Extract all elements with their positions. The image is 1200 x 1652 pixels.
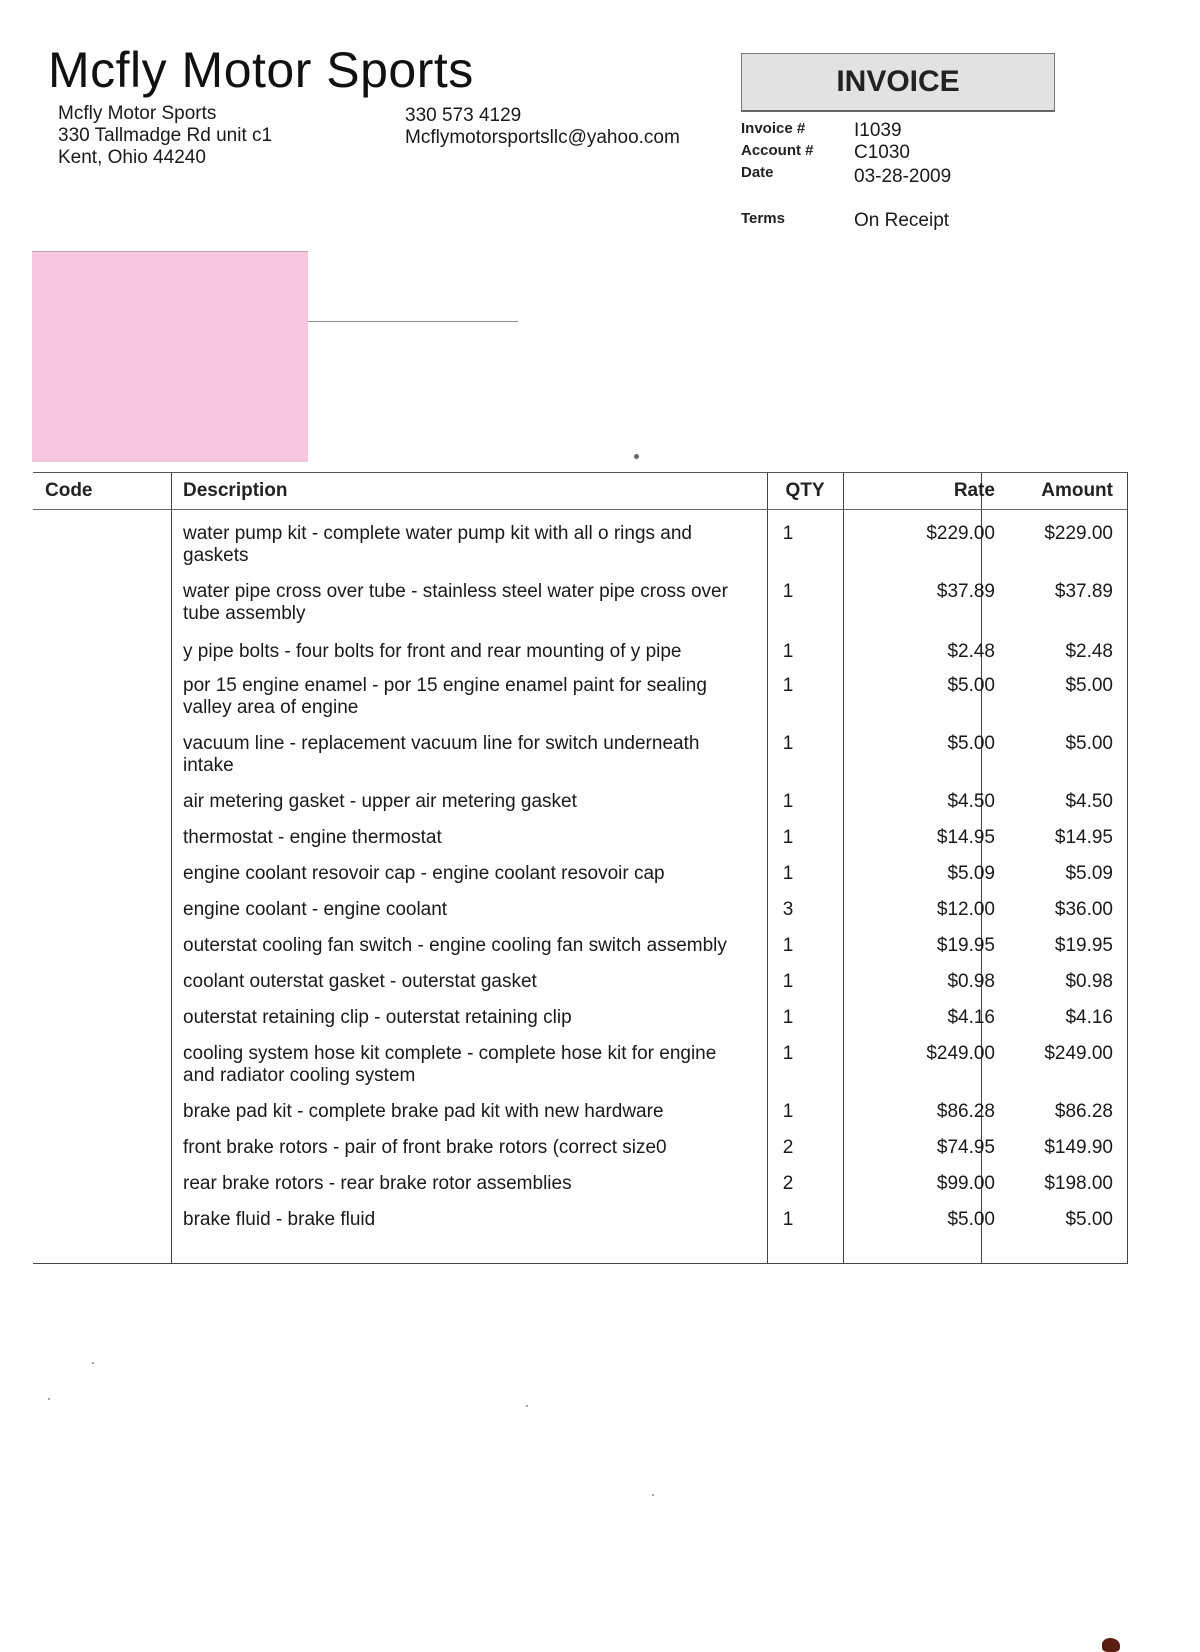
line-item-rate: $249.00 bbox=[926, 1043, 995, 1064]
line-item-rate: $0.98 bbox=[947, 971, 995, 992]
date-label: Date bbox=[741, 164, 774, 181]
company-email: Mcflymotorsportsllc@yahoo.com bbox=[405, 127, 680, 148]
terms-value: On Receipt bbox=[854, 210, 950, 231]
header-divider bbox=[33, 509, 1127, 510]
line-item-rate: $86.28 bbox=[936, 1101, 995, 1122]
line-item-rate: $14.95 bbox=[936, 827, 995, 848]
address-line: 330 Tallmadge Rd unit c1 bbox=[58, 125, 273, 146]
line-item-description: brake fluid - brake fluid bbox=[183, 1209, 376, 1230]
line-item-qty: 1 bbox=[782, 791, 794, 812]
line-item-rate: $37.89 bbox=[936, 581, 995, 602]
line-item-qty: 1 bbox=[782, 1007, 794, 1028]
col-header-code: Code bbox=[45, 480, 93, 501]
company-contact bbox=[405, 105, 680, 149]
line-item-amount: $198.00 bbox=[1044, 1173, 1113, 1194]
col-header-description: Description bbox=[183, 480, 288, 501]
line-item-description: front brake rotors - pair of front brake rotors (correct size0 bbox=[183, 1137, 667, 1158]
line-items-table bbox=[33, 472, 1128, 1264]
col-header-qty: QTY bbox=[785, 480, 825, 501]
line-item-amount: $5.00 bbox=[1065, 1209, 1113, 1230]
line-item-qty: 2 bbox=[782, 1137, 794, 1158]
line-item-amount: $19.95 bbox=[1054, 935, 1113, 956]
date-value: 03-28-2009 bbox=[854, 166, 952, 187]
line-item-description: por 15 engine enamel - por 15 engine enamel paint for sealing valley area of engine bbox=[183, 675, 707, 718]
line-item-rate: $5.09 bbox=[947, 863, 995, 884]
line-item-description: brake pad kit - complete brake pad kit with new hardware bbox=[183, 1101, 664, 1122]
line-item-description: water pipe cross over tube - stainless steel water pipe cross over tube assembly bbox=[183, 581, 728, 624]
line-item-rate: $5.00 bbox=[947, 1209, 995, 1230]
line-item-amount: $0.98 bbox=[1065, 971, 1113, 992]
line-item-amount: $4.50 bbox=[1065, 791, 1113, 812]
line-item-rate: $5.00 bbox=[947, 675, 995, 696]
line-item-amount: $249.00 bbox=[1044, 1043, 1113, 1064]
account-number-label: Account # bbox=[741, 142, 814, 159]
line-item-rate: $99.00 bbox=[936, 1173, 995, 1194]
line-item-amount: $2.48 bbox=[1065, 641, 1113, 662]
line-item-amount: $5.00 bbox=[1065, 733, 1113, 754]
scan-stain bbox=[1102, 1638, 1120, 1652]
line-item-qty: 1 bbox=[782, 523, 794, 544]
line-item-description: engine coolant resovoir cap - engine coolant resovoir cap bbox=[183, 863, 665, 884]
account-number-value: C1030 bbox=[854, 142, 910, 163]
line-item-rate: $4.16 bbox=[947, 1007, 995, 1028]
column-divider bbox=[843, 473, 844, 1263]
line-item-rate: $4.50 bbox=[947, 791, 995, 812]
line-item-amount: $36.00 bbox=[1054, 899, 1113, 920]
line-item-rate: $19.95 bbox=[936, 935, 995, 956]
scan-speck bbox=[634, 454, 639, 459]
line-item-qty: 3 bbox=[782, 899, 794, 920]
terms-label: Terms bbox=[741, 210, 785, 227]
line-item-qty: 2 bbox=[782, 1173, 794, 1194]
line-item-rate: $229.00 bbox=[926, 523, 995, 544]
line-item-qty: 1 bbox=[782, 641, 794, 662]
line-item-qty: 1 bbox=[782, 863, 794, 884]
line-item-rate: $5.00 bbox=[947, 733, 995, 754]
invoice-number-value: I1039 bbox=[854, 120, 902, 141]
line-item-amount: $4.16 bbox=[1065, 1007, 1113, 1028]
company-phone: 330 573 4129 bbox=[405, 105, 522, 126]
invoice-title: INVOICE bbox=[836, 65, 960, 98]
line-item-qty: 1 bbox=[782, 827, 794, 848]
line-item-qty: 1 bbox=[782, 1101, 794, 1122]
line-item-amount: $5.09 bbox=[1065, 863, 1113, 884]
line-item-qty: 1 bbox=[782, 971, 794, 992]
redaction-block bbox=[32, 251, 308, 462]
line-item-description: thermostat - engine thermostat bbox=[183, 827, 442, 848]
line-item-description: y pipe bolts - four bolts for front and rear mounting of y pipe bbox=[183, 641, 682, 662]
scan-speck bbox=[652, 1494, 654, 1496]
column-divider bbox=[171, 473, 172, 1263]
line-item-amount: $229.00 bbox=[1044, 523, 1113, 544]
line-item-description: water pump kit - complete water pump kit with all o rings and gaskets bbox=[183, 523, 692, 566]
line-item-qty: 1 bbox=[782, 733, 794, 754]
line-item-amount: $86.28 bbox=[1054, 1101, 1113, 1122]
company-logo-name: Mcfly Motor Sports bbox=[48, 42, 474, 98]
line-item-rate: $74.95 bbox=[936, 1137, 995, 1158]
line-item-description: outerstat cooling fan switch - engine cooling fan switch assembly bbox=[183, 935, 727, 956]
invoice-title-box bbox=[741, 53, 1055, 112]
line-item-amount: $149.90 bbox=[1044, 1137, 1113, 1158]
company-address bbox=[58, 103, 272, 169]
line-item-amount: $14.95 bbox=[1054, 827, 1113, 848]
invoice-number-label: Invoice # bbox=[741, 120, 806, 137]
col-header-amount: Amount bbox=[1041, 480, 1113, 501]
line-item-description: cooling system hose kit complete - complete hose kit for engine and radiator cooling system bbox=[183, 1043, 717, 1086]
line-item-amount: $5.00 bbox=[1065, 675, 1113, 696]
line-item-qty: 1 bbox=[782, 1043, 794, 1064]
scan-speck bbox=[92, 1362, 94, 1364]
col-header-rate: Rate bbox=[953, 480, 995, 501]
address-line: Kent, Ohio 44240 bbox=[58, 147, 206, 168]
line-item-description: rear brake rotors - rear brake rotor assemblies bbox=[183, 1173, 572, 1194]
line-item-description: outerstat retaining clip - outerstat retaining clip bbox=[183, 1007, 572, 1028]
scan-speck bbox=[48, 1398, 50, 1400]
line-item-description: air metering gasket - upper air metering gasket bbox=[183, 791, 577, 812]
address-line: Mcfly Motor Sports bbox=[58, 103, 217, 124]
bill-to-divider bbox=[308, 321, 518, 322]
line-item-rate: $12.00 bbox=[936, 899, 995, 920]
scan-speck bbox=[526, 1405, 528, 1407]
line-item-rate: $2.48 bbox=[947, 641, 995, 662]
line-item-qty: 1 bbox=[782, 935, 794, 956]
line-item-amount: $37.89 bbox=[1054, 581, 1113, 602]
line-item-description: engine coolant - engine coolant bbox=[183, 899, 448, 920]
line-item-qty: 1 bbox=[782, 1209, 794, 1230]
line-item-description: coolant outerstat gasket - outerstat gasket bbox=[183, 971, 537, 992]
line-item-description: vacuum line - replacement vacuum line for switch underneath intake bbox=[183, 733, 700, 776]
line-item-qty: 1 bbox=[782, 581, 794, 602]
line-item-qty: 1 bbox=[782, 675, 794, 696]
